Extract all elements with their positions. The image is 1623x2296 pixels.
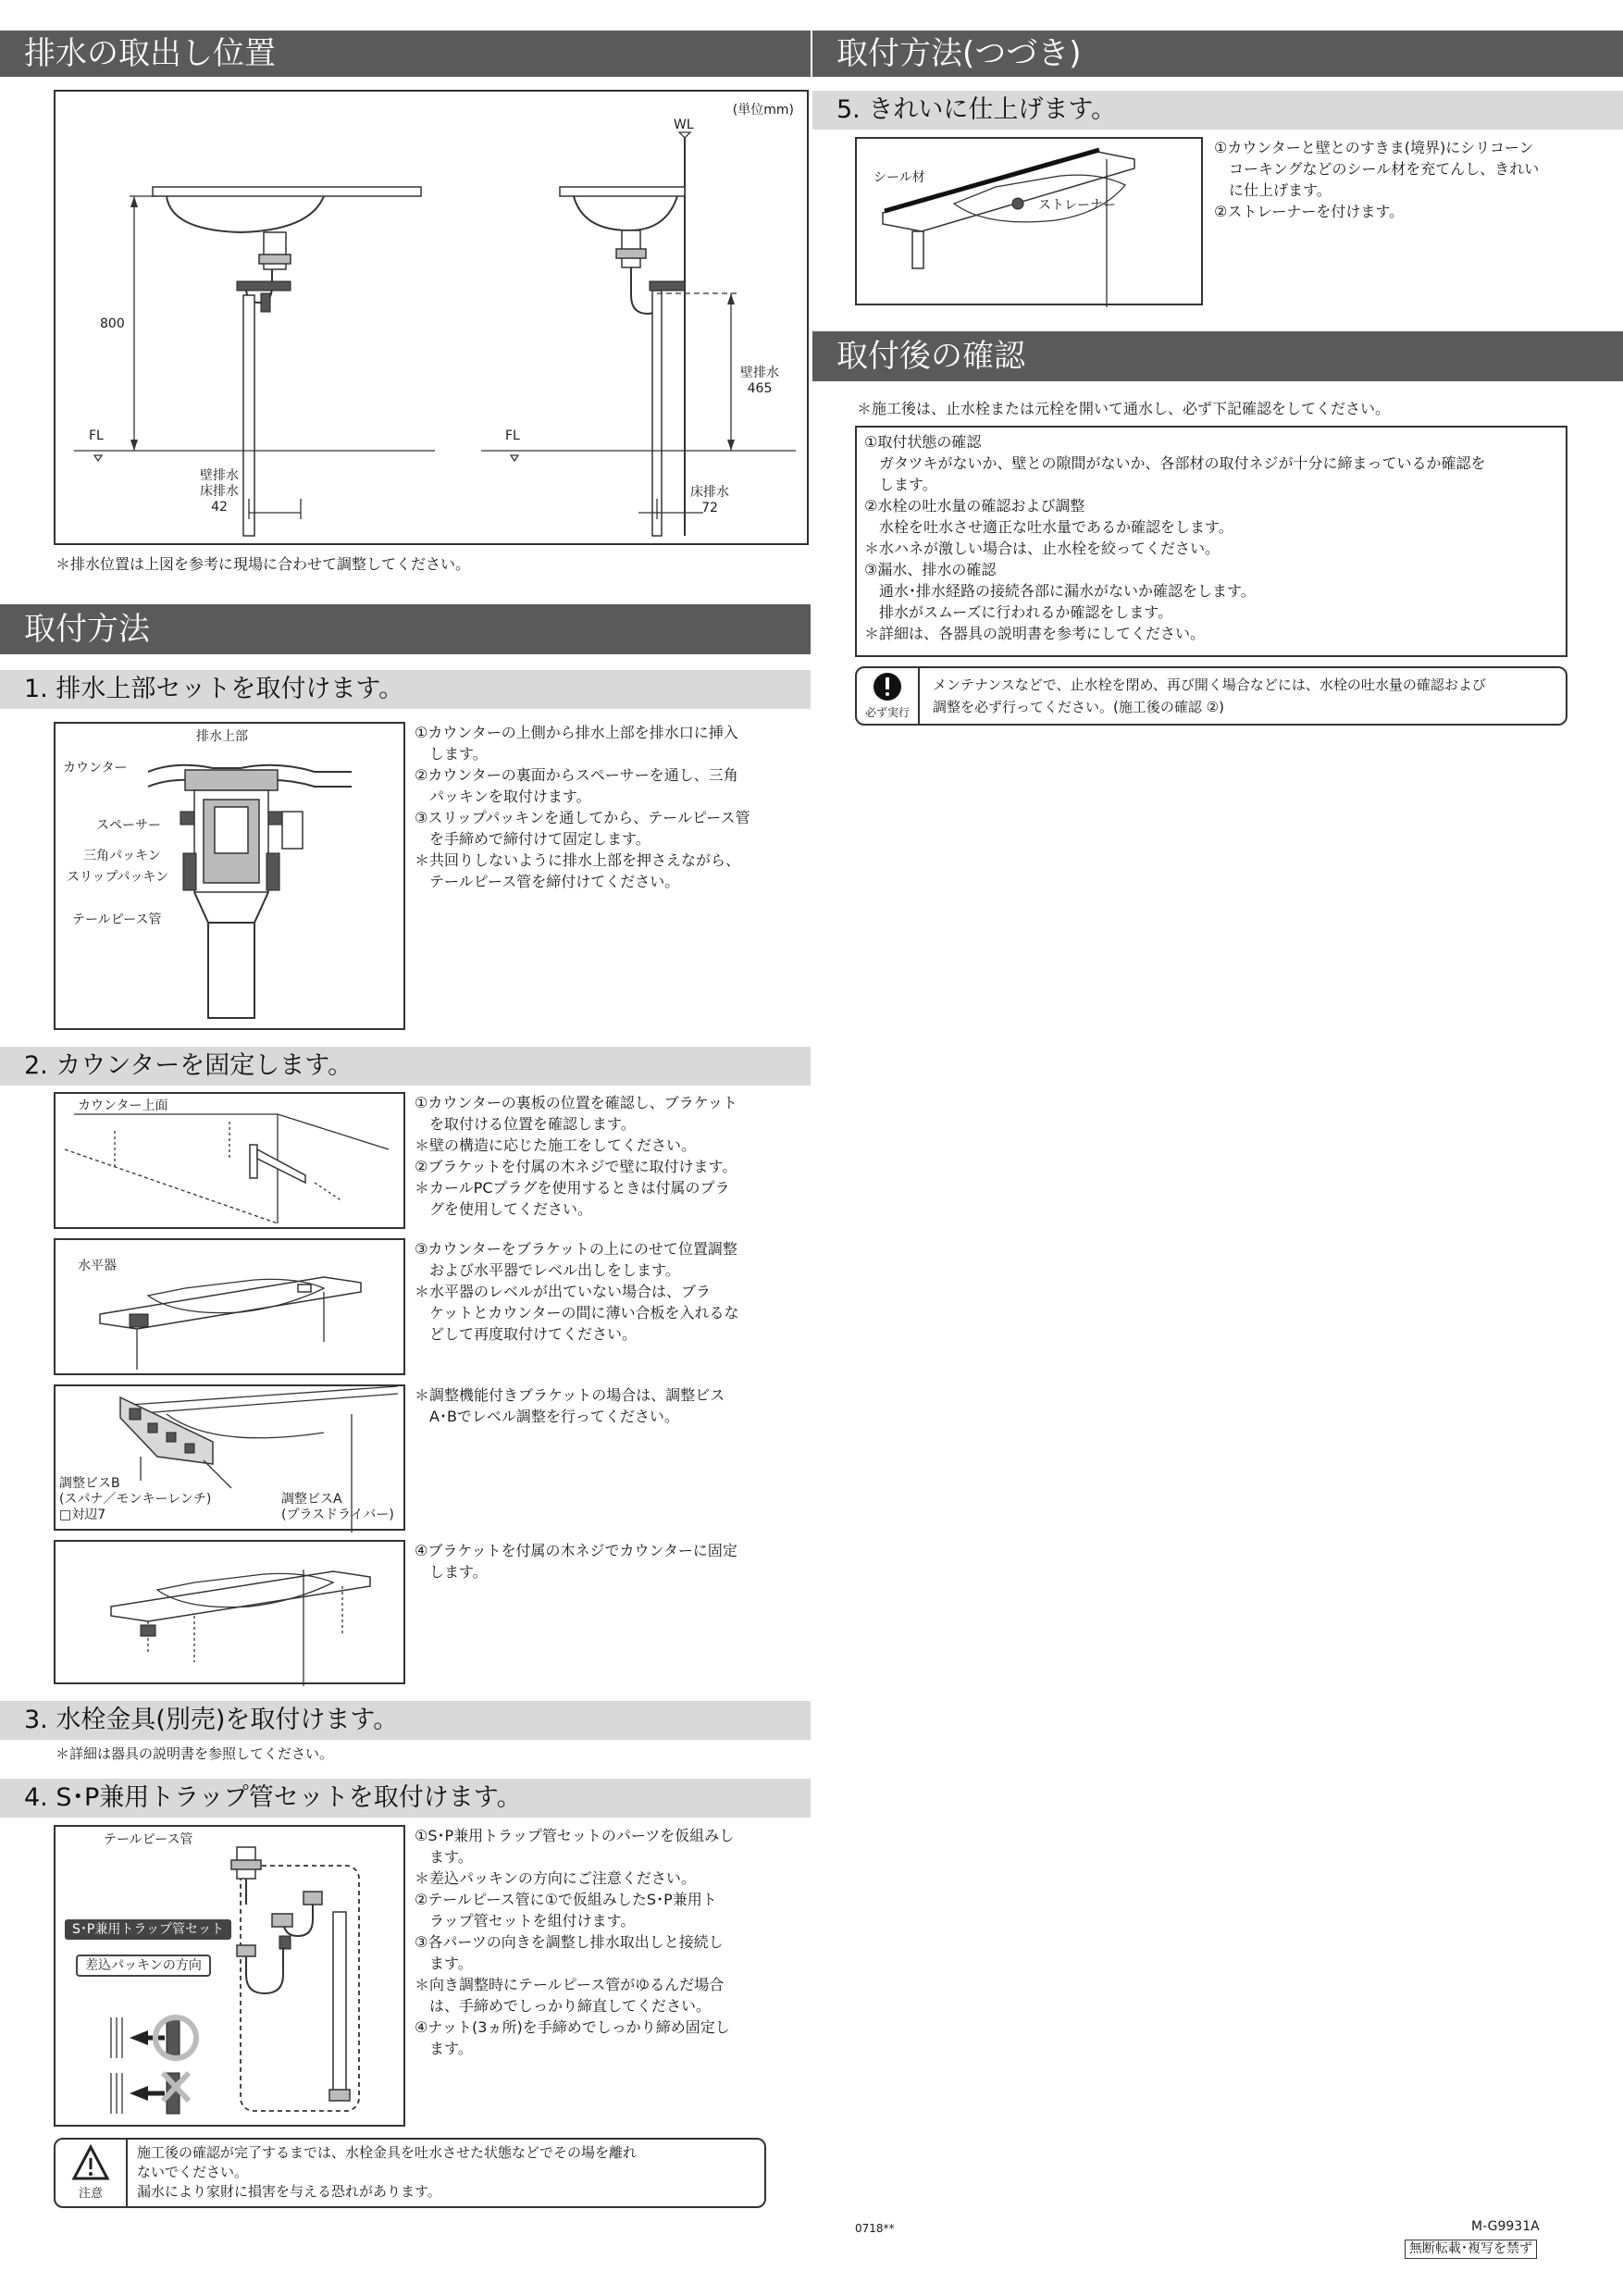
caution-text: 施工後の確認が完了するまでは、水栓金具を吐水させた状態などでその場を離れ ないでください。 漏水により家財に損害を与える恐れがあります。 <box>137 2144 638 2200</box>
caution-box <box>54 2138 766 2208</box>
drain-position-figure <box>54 90 809 545</box>
step4-heading: 4. S･P兼用トラップ管セットを取付けます。 <box>0 1779 811 1818</box>
label-seal: シール材 <box>873 170 925 185</box>
drain-note: ＊排水位置は上図を参考に現場に合わせて調整してください。 <box>56 555 471 573</box>
method-heading: 取付方法 <box>0 604 811 654</box>
label-counter-top: カウンター上面 <box>78 1098 168 1113</box>
check-box <box>855 426 1567 657</box>
left-bottom-dim-label: 壁排水 床排水 42 <box>200 468 239 515</box>
label-spacer: スペーサー <box>96 818 161 833</box>
step2-figure-3 <box>54 1384 405 1531</box>
must-icon-cell <box>857 668 920 724</box>
step2-figure-1 <box>54 1092 405 1229</box>
step2-figure-4 <box>54 1540 405 1684</box>
label-tailpiece: テールピース管 <box>72 912 162 927</box>
caution-icon-label: 注意 <box>78 2187 103 2201</box>
label-drain-top: 排水上部 <box>196 729 248 744</box>
check-box-text: ①取付状態の確認 ガタツキがないか、壁との隙間がないか、各部材の取付ネジが十分に締まっているか確認を します。 ②水栓の吐水量の確認および調整 水栓を吐水させ適正な吐水量であるか確認をします。 ＊水ハネが激しい場合は、止水栓を絞ってください。 ③漏水、排水の確認 通水･排水経路の接続各部に漏水がないか確認をします。 排水がスムーズに行われるか確認をします。 ＊詳細は、各器具の説明書を参考にしてください。 <box>864 433 1486 642</box>
floor-72-label: 床排水 72 <box>690 485 729 515</box>
finish-diagram <box>857 139 1205 307</box>
step5-heading: 5. きれいに仕上げます。 <box>812 91 1623 130</box>
label-strainer: ストレーナー <box>1038 198 1116 213</box>
step1-heading: 1. 排水上部セットを取付けます。 <box>0 670 811 709</box>
step4-text: ①S･P兼用トラップ管セットのパーツを仮組みし ます。 ＊差込パッキンの方向にご注意ください。 ②テールピース管に①で仮組みしたS･P兼用ト ラップ管セットを組付けます。 ③各パーツの向きを調整し排水取出しと接続し ます。 ＊向き調整時にテールピース管がゆるんだ場合 は、手締めでしっかり締直してください。 ④ナット(3ヵ所)を手締めでしっかり締め固定し ます。 <box>415 1827 735 2057</box>
step3-note: ＊詳細は器具の説明書を参照してください。 <box>56 1745 334 1762</box>
step2-heading: 2. カウンターを固定します。 <box>0 1047 811 1086</box>
step4-figure <box>54 1825 405 2127</box>
step2-text3: ＊調整機能付きブラケットの場合は、調整ビス A･Bでレベル調整を行ってください。 <box>415 1386 725 1425</box>
step2-text1: ①カウンターの裏板の位置を確認し、ブラケット を取付ける位置を確認します。 ＊壁の構造に応じた施工をしてください。 ②ブラケットを付属の木ネジで壁に取付けます。 ＊カールPCプラグを使用するときは付属のプラ グを使用してください。 <box>415 1094 737 1218</box>
caution-icon-cell <box>56 2140 128 2206</box>
method-continued-heading: 取付方法(つづき) <box>812 31 1623 77</box>
wl-label: WL <box>674 118 694 132</box>
label-slip-packing: スリップパッキン <box>67 870 169 885</box>
step3-heading: 3. 水栓金具(別売)を取付けます。 <box>0 1701 811 1740</box>
step1-figure <box>54 722 405 1030</box>
height-800-label: 800 <box>100 316 125 331</box>
footer-model: M-G9931A <box>1471 2219 1540 2234</box>
step5-text: ①カウンターと壁とのすきま(境界)にシリコーン コーキングなどのシール材を充てんし、きれい に仕上げます。 ②ストレーナーを付けます。 <box>1214 139 1540 220</box>
drain-diagram-svg <box>56 92 811 547</box>
wall-drain-465-label: 壁排水 465 <box>740 366 779 396</box>
unit-label: (単位mm) <box>732 103 794 118</box>
badge-packing-direction: 差込パッキンの方向 <box>76 1955 211 1977</box>
label-counter: カウンター <box>63 761 128 776</box>
step2-text4: ④ブラケットを付属の木ネジでカウンターに固定 します。 <box>415 1542 737 1581</box>
step1-text: ①カウンターの上側から排水上部を排水口に挿入 します。 ②カウンターの裏面からスペーサーを通し、三角 パッキンを取付けます。 ③スリップパッキンを通してから、テールピース管 を手締めで締付けて固定します。 ＊共回りしないように排水上部を押さえながら、 テールピース管を締付けてください。 <box>415 724 750 890</box>
badge-sp-trap-set: S･P兼用トラップ管セット <box>65 1919 231 1940</box>
fl-left-label: FL <box>89 428 104 443</box>
trap-set-diagram <box>56 1827 407 2128</box>
footer-copyright: 無断転載･複写を禁ず <box>1405 2240 1537 2259</box>
counter-fix-diagram <box>56 1542 407 1686</box>
label-level: 水平器 <box>78 1259 117 1273</box>
bracket-wall-diagram <box>56 1094 407 1231</box>
must-do-box <box>855 666 1567 726</box>
label-adjust-screw-a: 調整ビスA (プラスドライバー) <box>281 1492 394 1522</box>
label-adjust-screw-b: 調整ビスB (スパナ／モンキーレンチ) □対辺7 <box>59 1476 212 1522</box>
label-tri-packing: 三角パッキン <box>83 849 161 863</box>
step2-text2: ③カウンターをブラケットの上にのせて位置調整 および水平器でレベル出しをします。 ＊水平器のレベルが出ていない場合は、ブラ ケットとカウンターの間に薄い合板を入れるな どして再度取付けてください。 <box>415 1240 739 1343</box>
fl-right-label: FL <box>505 428 520 443</box>
footer-code: 0718** <box>855 2222 895 2235</box>
label-tailpiece-4: テールピース管 <box>104 1832 193 1847</box>
check-intro: ＊施工後は、止水栓または元栓を開いて通水し、必ず下記確認をしてください。 <box>857 400 1391 417</box>
drain-position-heading: 排水の取出し位置 <box>0 31 811 77</box>
must-icon-label: 必ず実行 <box>864 706 910 719</box>
must-text: メンテナンスなどで、止水栓を閉め、再び開く場合などには、水栓の吐水量の確認および 調整を必ず行ってください。(施工後の確認 ②) <box>933 676 1486 715</box>
check-heading: 取付後の確認 <box>812 331 1623 381</box>
step5-figure <box>855 137 1203 305</box>
step2-figure-2 <box>54 1238 405 1375</box>
